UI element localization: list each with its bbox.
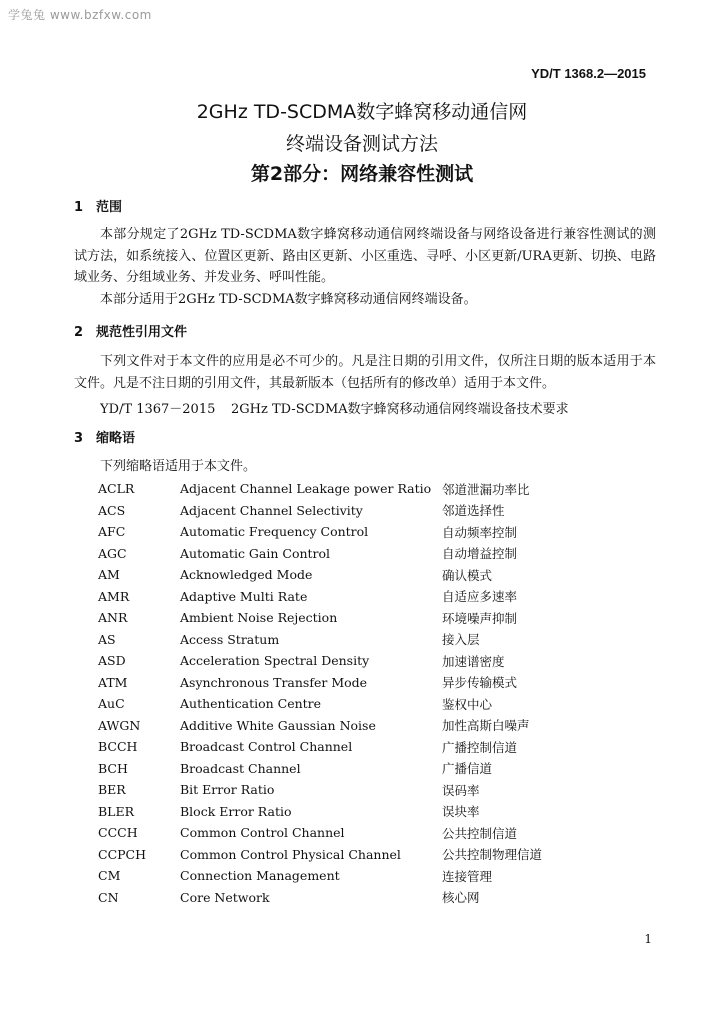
reference-code: YD/T 1367－2015	[100, 402, 216, 417]
abbreviation-row	[98, 801, 602, 823]
abbreviation-table-body	[98, 478, 602, 908]
abbreviation-term: AS	[98, 631, 116, 647]
abbreviation-row	[98, 844, 602, 866]
abbreviation-term: ANR	[98, 610, 128, 626]
abbreviation-chinese: 邻道泄漏功率比	[442, 481, 530, 497]
title-line-1: 2GHz TD-SCDMA数字蜂窝移动通信网	[196, 101, 528, 123]
section-2-number: 2	[74, 325, 84, 340]
abbreviation-english: Additive White Gaussian Noise	[180, 717, 376, 733]
section-2-title: 规范性引用文件	[96, 325, 188, 340]
abbreviation-row	[98, 736, 602, 758]
abbreviation-term: AuC	[98, 696, 125, 712]
watermark: 学兔兔 www.bzfxw.com	[8, 8, 152, 22]
abbreviation-table	[98, 478, 602, 908]
abbreviation-row	[98, 500, 602, 522]
abbreviation-english: Acknowledged Mode	[180, 567, 313, 583]
abbreviation-english: Bit Error Ratio	[180, 782, 275, 798]
abbreviation-row	[98, 607, 602, 629]
abbreviation-english: Connection Management	[180, 868, 340, 884]
abbreviation-chinese: 异步传输模式	[442, 675, 518, 691]
abbreviation-term: BLER	[98, 803, 135, 819]
section-1-number: 1	[74, 200, 84, 215]
abbreviation-english: Automatic Frequency Control	[180, 524, 369, 540]
abbreviation-term: BCH	[98, 760, 128, 776]
abbreviation-chinese: 加性高斯白噪声	[442, 718, 530, 734]
abbreviation-term: CCCH	[98, 825, 138, 841]
abbreviation-row	[98, 758, 602, 780]
abbreviation-chinese: 接入层	[442, 632, 480, 648]
abbreviation-english: Automatic Gain Control	[180, 545, 331, 561]
title-line-2: 终端设备测试方法	[285, 133, 438, 155]
abbreviation-term: AGC	[98, 545, 127, 561]
section-1-heading	[74, 196, 122, 215]
reference-title: 2GHz TD-SCDMA数字蜂窝移动通信网终端设备技术要求	[231, 402, 569, 417]
abbreviation-chinese: 误码率	[442, 782, 480, 798]
abbreviation-row	[98, 865, 602, 887]
title-line-3: 第2部分：网络兼容性测试	[250, 163, 474, 185]
abbreviation-term: AFC	[98, 524, 126, 540]
abbreviation-term: BCCH	[98, 739, 138, 755]
section-2-paragraph-1: 下列文件对于本文件的应用是必不可少的。凡是注日期的引用文件，仅所注日期的版本适用于本文件。凡是不注日期的引用文件，其最新版本（包括所有的修改单）适用于本文件。	[74, 354, 656, 391]
section-2-heading	[74, 321, 187, 340]
abbreviation-chinese: 公共控制物理信道	[442, 847, 543, 863]
abbreviation-chinese: 邻道选择性	[442, 503, 505, 519]
abbreviation-chinese: 环境噪声抑制	[442, 610, 518, 626]
abbreviation-english: Authentication Centre	[180, 696, 322, 712]
abbreviation-chinese: 广播信道	[442, 761, 493, 777]
standard-code: YD/T 1368.2—2015	[531, 66, 646, 81]
abbreviation-term: ASD	[98, 653, 126, 669]
section-1-title: 范围	[96, 200, 123, 215]
abbreviation-english: Adaptive Multi Rate	[180, 588, 308, 604]
abbreviation-row	[98, 543, 602, 565]
abbreviation-term: ACS	[98, 502, 126, 518]
abbreviation-english: Adjacent Channel Leakage power Ratio	[180, 481, 432, 497]
abbreviation-english: Broadcast Channel	[180, 760, 301, 776]
abbreviation-term: AM	[98, 567, 120, 583]
abbreviation-english: Access Stratum	[180, 631, 280, 647]
abbreviation-english: Asynchronous Transfer Mode	[180, 674, 368, 690]
section-3-title: 缩略语	[96, 431, 136, 446]
abbreviation-english: Adjacent Channel Selectivity	[180, 502, 363, 518]
abbreviation-chinese: 确认模式	[442, 567, 493, 583]
abbreviation-row	[98, 650, 602, 672]
abbreviation-english: Ambient Noise Rejection	[180, 610, 338, 626]
abbreviation-row	[98, 521, 602, 543]
abbreviation-row	[98, 822, 602, 844]
abbreviation-row	[98, 629, 602, 651]
abbreviation-english: Common Control Channel	[180, 825, 345, 841]
abbreviation-row	[98, 564, 602, 586]
abbreviation-term: ATM	[98, 674, 128, 690]
section-1-paragraph-2: 本部分适用于2GHz TD-SCDMA数字蜂窝移动通信网终端设备。	[100, 292, 477, 307]
abbreviation-row	[98, 478, 602, 500]
abbreviation-english: Broadcast Control Channel	[180, 739, 353, 755]
abbreviation-term: AMR	[98, 588, 130, 604]
abbreviation-row	[98, 715, 602, 737]
abbreviation-chinese: 核心网	[442, 890, 480, 906]
abbreviation-term: CCPCH	[98, 846, 147, 862]
abbreviation-term: BER	[98, 782, 126, 798]
page-number: 1	[644, 932, 652, 946]
abbreviation-chinese: 自动频率控制	[442, 524, 518, 540]
abbreviation-chinese: 误块率	[442, 804, 480, 820]
section-3-number: 3	[74, 431, 84, 446]
abbreviation-term: CN	[98, 889, 119, 905]
abbreviation-term: ACLR	[98, 481, 135, 497]
abbreviation-chinese: 公共控制信道	[442, 825, 518, 841]
abbreviation-row	[98, 693, 602, 715]
abbreviation-row	[98, 672, 602, 694]
abbreviation-chinese: 连接管理	[442, 868, 493, 884]
section-1-paragraph-1: 本部分规定了2GHz TD-SCDMA数字蜂窝移动通信网终端设备与网络设备进行兼容性测试的测试方法，如系统接入、位置区更新、路由区更新、小区重选、寻呼、小区更新/URA更新、切换、电路域业务、分组域业务、并发业务、呼叫性能。	[74, 227, 656, 285]
abbreviation-term: CM	[98, 868, 121, 884]
abbreviation-chinese: 加速谱密度	[442, 653, 505, 669]
abbreviation-row	[98, 779, 602, 801]
abbreviation-english: Acceleration Spectral Density	[180, 653, 370, 669]
abbreviation-row	[98, 586, 602, 608]
abbreviation-chinese: 自适应多速率	[442, 589, 518, 605]
section-3-heading	[74, 427, 135, 446]
abbreviation-english: Core Network	[180, 889, 270, 905]
normative-reference	[100, 398, 569, 417]
abbreviation-english: Common Control Physical Channel	[180, 846, 401, 862]
abbreviation-chinese: 鉴权中心	[442, 696, 493, 712]
abbreviation-chinese: 广播控制信道	[442, 739, 518, 755]
abbreviation-term: AWGN	[98, 717, 141, 733]
abbreviation-row	[98, 887, 602, 909]
section-3-intro: 下列缩略语适用于本文件。	[100, 459, 257, 474]
abbreviation-english: Block Error Ratio	[180, 803, 292, 819]
abbreviation-chinese: 自动增益控制	[442, 546, 518, 562]
